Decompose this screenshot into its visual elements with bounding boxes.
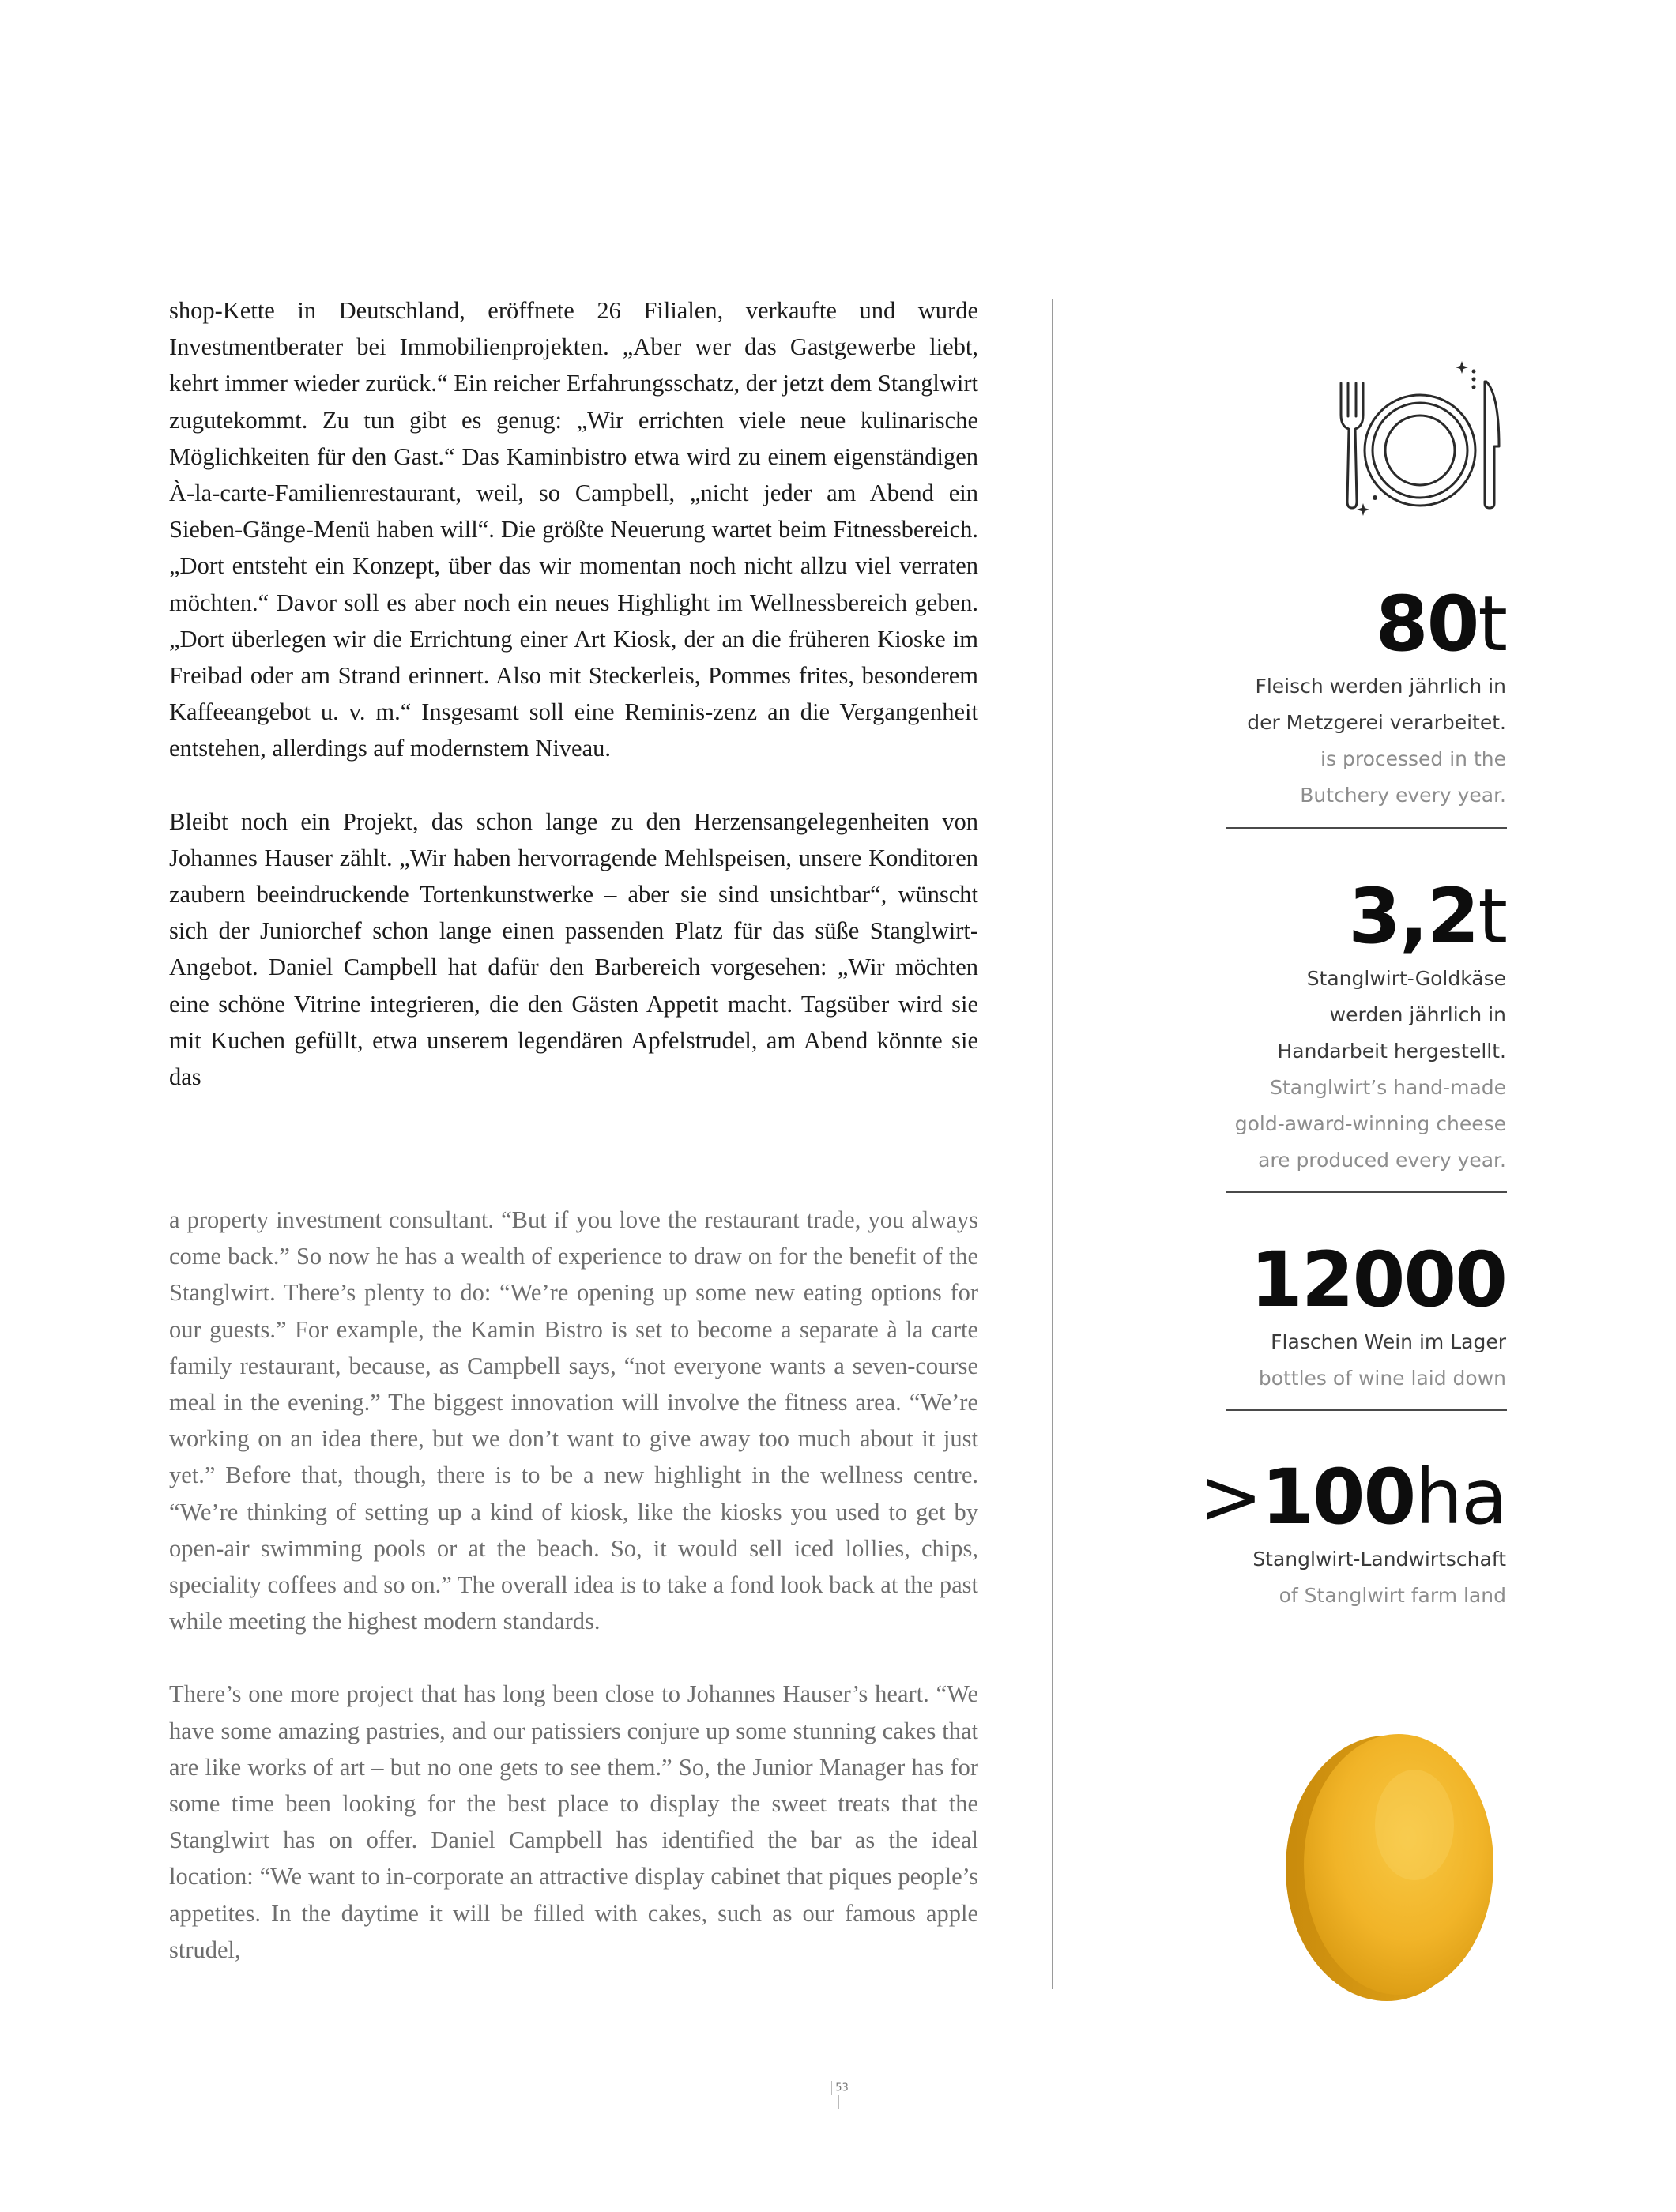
german-paragraph-2: Bleibt noch ein Projekt, das schon lange zu den Herzensangelegenheiten von Johannes Hauser zählt. „Wir haben hervorragende Mehlspeisen, unsere Konditoren zaubern beeindruckende Tortenkunstwerke – aber sie sind unsichtbar“, wünscht sich der Juniorchef schon lange einen passenden Platz für das süße Stanglwirt-Angebot. Daniel Campbell hat dafür den Barbereich vorgesehen: „Wir möchten eine schöne Vitrine integrieren, die den Gästen Appetit macht. Tagsüber wird sie mit Kuchen gefüllt, etwa unserem legendären Apfelstrudel, am Abend könnte sie das	[169, 807, 978, 1091]
stat-de-line: Stanglwirt-Goldkäse	[1306, 967, 1506, 990]
stat-farmland	[1174, 1453, 1506, 1614]
stat-en-line: are produced every year.	[1258, 1149, 1506, 1172]
stat-value: 3,2t	[1348, 872, 1506, 961]
stat-de-line: Stanglwirt-Landwirtschaft	[1252, 1548, 1506, 1571]
stat-en-line: Butchery every year.	[1300, 784, 1506, 807]
stat-divider	[1226, 1191, 1507, 1193]
stat-en-line: of Stanglwirt farm land	[1279, 1584, 1506, 1607]
stat-de-line: Fleisch werden jährlich in	[1255, 675, 1506, 698]
stat-description	[1174, 1541, 1506, 1614]
stat-cheese	[1174, 872, 1506, 1179]
german-article-text	[169, 292, 978, 1095]
cheese-wheel-image	[1268, 1706, 1513, 2030]
stat-value: 12000	[1250, 1236, 1506, 1324]
stat-en-line: Stanglwirt’s hand-made	[1270, 1076, 1506, 1099]
stat-de-line: der Metzgerei verarbeitet.	[1247, 711, 1506, 734]
column-divider	[1052, 299, 1053, 1989]
stat-de-line: Flaschen Wein im Lager	[1271, 1330, 1506, 1353]
english-article-text	[169, 1202, 978, 1968]
stat-meat	[1174, 580, 1506, 814]
english-paragraph-1: a property investment consultant. “But if you love the restaurant trade, you always come back.” So now he has a wealth of experience to draw on for the benefit of the Stanglwirt. There’s plenty to do: “We’re opening up some new eating options for our guests.” For example, the Kamin Bistro is set to become a separate à la carte family restaurant, because, as Campbell says, “not everyone wants a seven-course meal in the evening.” The biggest innovation will involve the fitness area. “We’re working on an idea there, but we don’t want to give away too much about it just yet.” Before that, though, there is to be a new highlight in the wellness centre. “We’re thinking of setting up a kind of kiosk, like the kiosks you used to get by open-air swimming pools or at the beach. So, it would sell iced lollies, chips, speciality coffees and so on.” The overall idea is to take a fond look back at the past while meeting the highest modern standards.	[169, 1206, 978, 1635]
english-paragraph-2: There’s one more project that has long been close to Johannes Hauser’s heart. “We have some amazing pastries, and our patissiers conjure up some stunning cakes that are like works of art – but no one gets to see them.” So, the Junior Manager has for some time been looking for the best place to display the sweet treats that the Stanglwirt has on offer. Daniel Campbell has identified the bar as the ideal location: “We want to in-corporate an attractive display cabinet that piques people’s appetites. In the daytime it will be filled with cakes, such as our famous apple strudel,	[169, 1680, 978, 1963]
stat-value: 80t	[1375, 580, 1506, 668]
stat-wine	[1174, 1236, 1506, 1397]
german-paragraph-1: shop-Kette in Deutschland, eröffnete 26 Filialen, verkaufte und wurde Investmentberater bei Immobilienprojekten. „Aber wer das Gastgewerbe liebt, kehrt immer wieder zurück.“ Ein reicher Erfahrungsschatz, der jetzt dem Stanglwirt zugutekommt. Zu tun gibt es genug: „Wir errichten viele neue kulinarische Möglichkeiten für den Gast.“ Das Kaminbistro etwa wird zu einem eigenständigen À-la-carte-Familienrestaurant, weil, so Campbell, „nicht jeder am Abend ein Sieben-Gänge-Menü haben will“. Die größte Neuerung wartet beim Fitnessbereich. „Dort entsteht ein Konzept, über das wir momentan noch nicht allzu viel verraten möchten.“ Davor soll es aber noch ein neues Highlight im Wellnessbereich geben. „Dort überlegen wir die Errichtung einer Art Kiosk, der an die früheren Kioske im Freibad oder am Strand erinnert. Also mit Steckerleis, Pommes frites, besonderem Kaffeeangebot u. v. m.“ Insgesamt soll eine Reminis-zenz an die Vergangenheit entstehen, allerdings auf modernstem Niveau.	[169, 297, 978, 762]
stat-description	[1174, 668, 1506, 814]
plate-with-cutlery-icon	[1331, 359, 1509, 525]
stat-en-line: gold-award-winning cheese	[1234, 1112, 1506, 1135]
stat-divider	[1226, 827, 1507, 829]
stat-en-line: bottles of wine laid down	[1258, 1367, 1506, 1390]
stat-de-line: Handarbeit hergestellt.	[1277, 1040, 1506, 1063]
stat-value: >100ha	[1199, 1453, 1506, 1541]
stat-de-line: werden jährlich in	[1329, 1003, 1506, 1026]
page-number: 53	[827, 2081, 850, 2109]
stat-description	[1174, 1324, 1506, 1397]
stat-en-line: is processed in the	[1320, 747, 1506, 770]
stat-description	[1174, 961, 1506, 1179]
stat-divider	[1226, 1409, 1507, 1411]
